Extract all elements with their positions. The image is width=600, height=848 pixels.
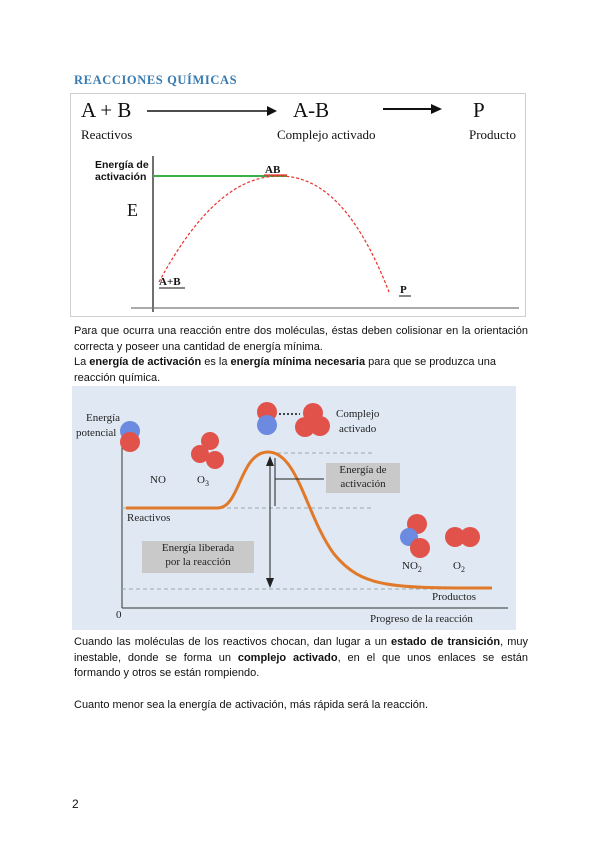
no-molecule — [120, 421, 140, 452]
potential-energy-diagram — [72, 386, 516, 630]
no2-label: $NO_2$ — [402, 560, 422, 575]
x-axis-label: Progreso de la reacción — [370, 613, 473, 625]
complex-label: Complejo activado — [277, 127, 376, 142]
paragraph-transition-state: Cuando las moléculas de los reactivos chocan, dan lugar a un estado de transición, muy inestable, donde se forma un complejo activado, en el que unos enlaces se están formando y otros se están rompiendo. — [74, 636, 528, 679]
arrow-1-head — [267, 106, 277, 116]
released-arrow-head-top — [266, 456, 274, 466]
paragraph-collision: Para que ocurra una reacción entre dos moléculas, éstas deben colisionar en la orientación correcta y poseer una cantidad de energía mínima. — [74, 325, 528, 353]
page-number: 2 — [72, 797, 79, 811]
paragraph-conclusion: Cuanto menor sea la energía de activación, más rápida será la reacción. — [74, 699, 429, 711]
reactants-formula: A + B — [81, 98, 132, 122]
y-axis-label-line2: potencial — [76, 427, 117, 439]
paragraph-activation: La energía de activación es la energía mínima necesaria para que se produzca una reacción química. — [74, 356, 496, 384]
products-label: Productos — [432, 591, 476, 603]
o2-molecule — [445, 527, 480, 547]
reaction-diagram-graphics — [71, 94, 527, 318]
reactants-label: Reactivos — [81, 127, 133, 142]
no-label: NO — [150, 474, 166, 486]
complex-label-line1: Complejo — [336, 408, 380, 420]
arrow-2-head — [431, 104, 442, 114]
activated-complex-molecule — [257, 402, 330, 437]
o3-molecule — [191, 432, 224, 469]
oxygen-atom — [120, 432, 140, 452]
released-arrow-head-bottom — [266, 578, 274, 588]
complex-label-line2: activado — [339, 423, 377, 435]
o2-label: $O_2$ — [453, 560, 465, 575]
activation-label-line1: Energía de — [95, 159, 149, 171]
product-label: Producto — [469, 127, 516, 142]
reactants-label: Reactivos — [127, 512, 171, 524]
energy-axis-label: E — [127, 200, 138, 220]
section-heading: REACCIONES QUÍMICAS — [74, 73, 238, 87]
no2-molecule — [400, 514, 430, 558]
end-label: P — [400, 284, 407, 296]
activation-label-line2: activación — [95, 171, 147, 183]
energy-curve — [159, 176, 389, 292]
origin-label: 0 — [116, 609, 122, 621]
o3-label: $O_3$ — [197, 474, 209, 489]
y-axis-label-line1: Energía — [86, 412, 121, 424]
product-formula: P — [473, 98, 485, 122]
peak-label: AB — [265, 164, 281, 176]
activation-energy-box: Energía de activación — [326, 463, 400, 493]
start-label: A+B — [159, 276, 181, 288]
reaction-diagram — [70, 93, 526, 317]
complex-formula: A-B — [293, 98, 330, 122]
released-energy-box: Energía liberada por la reacción — [142, 541, 254, 573]
